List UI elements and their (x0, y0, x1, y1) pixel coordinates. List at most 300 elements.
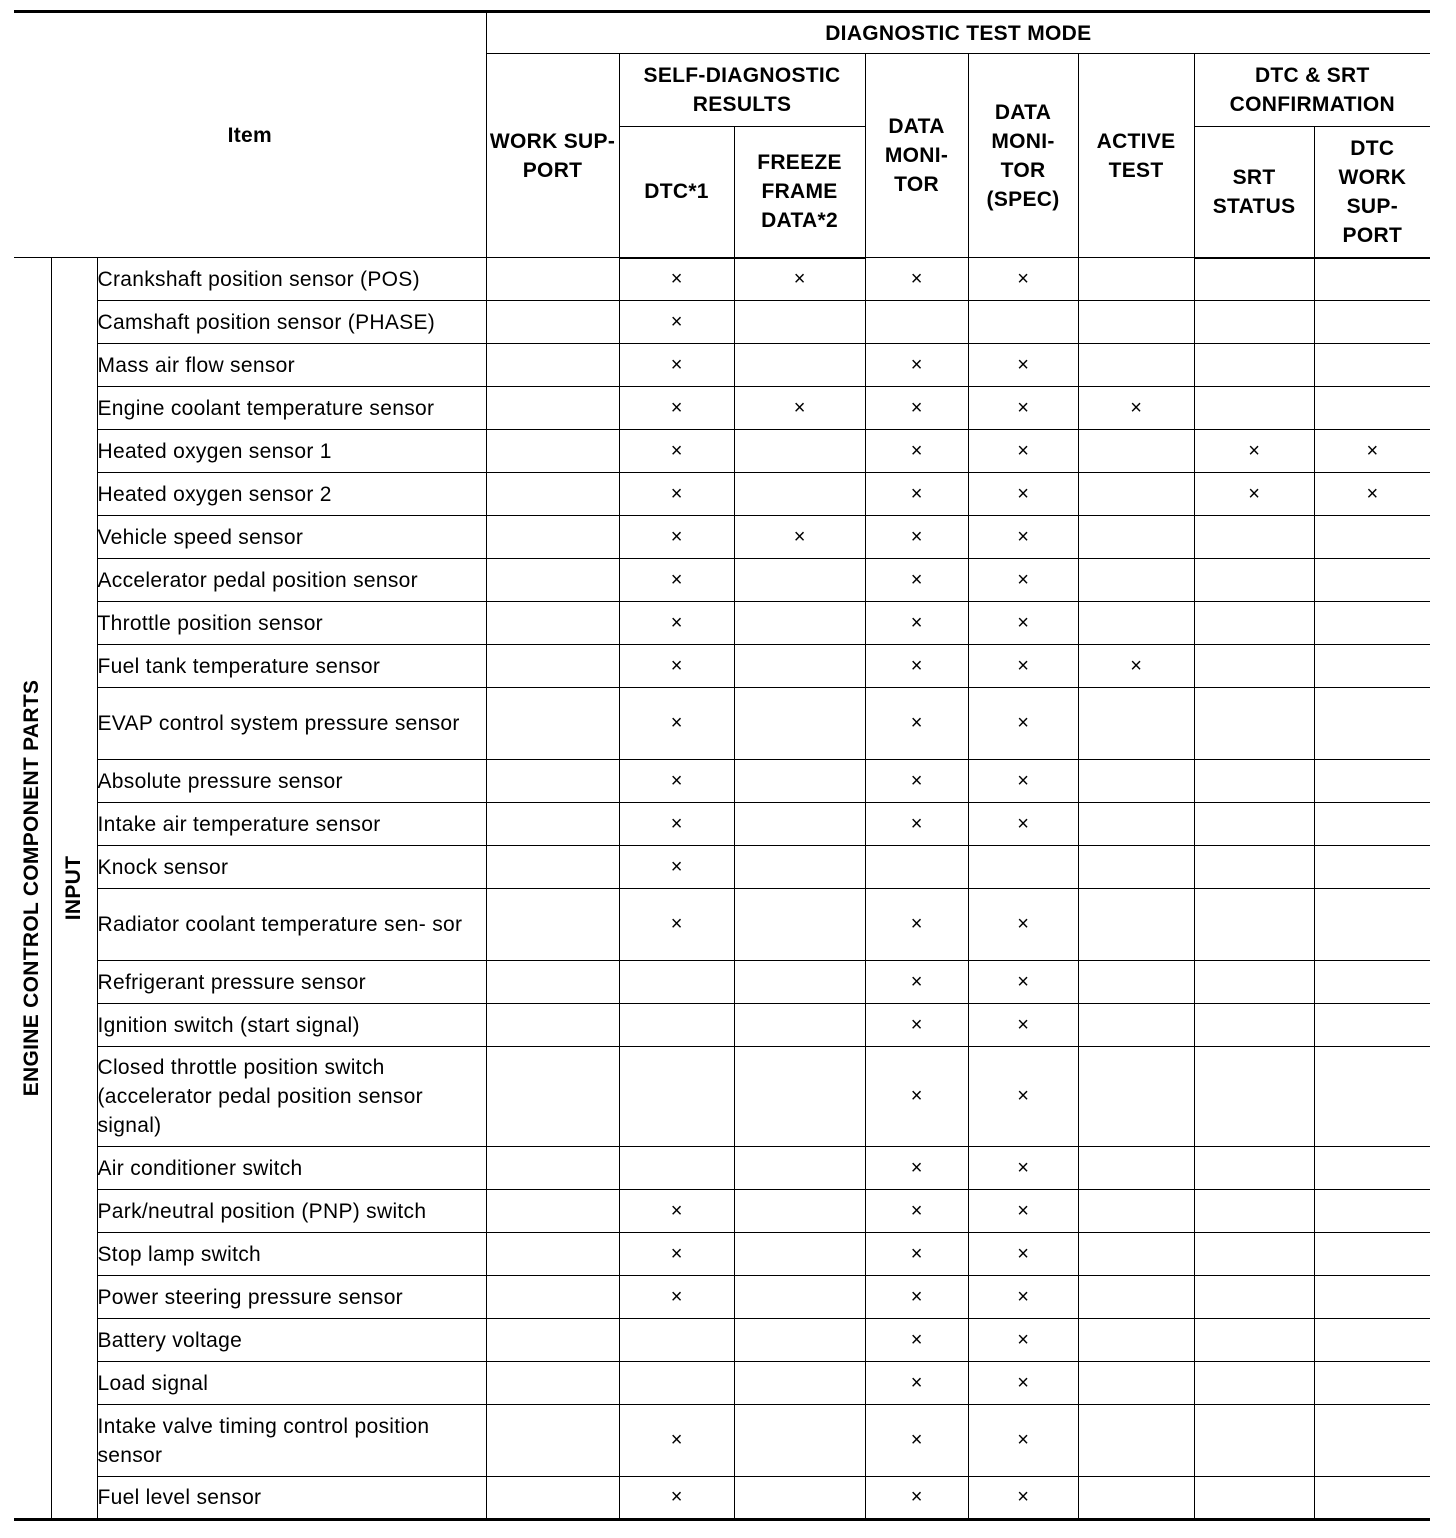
mark-cell-dtc (619, 961, 734, 1004)
mark-cell-data-monitor-spec (968, 430, 1078, 473)
mark-cell-data-monitor-spec (968, 344, 1078, 387)
mark-cell-srt-status (1194, 559, 1314, 602)
mark-cell-freeze-frame-data (734, 559, 865, 602)
mark-cell-srt-status (1194, 1276, 1314, 1319)
mark-cell-data-monitor (865, 1004, 968, 1047)
mark-cell-dtc-work-support (1314, 1276, 1430, 1319)
check-mark: × (1017, 353, 1029, 376)
mark-cell-work-support (486, 1319, 619, 1362)
mark-cell-data-monitor-spec (968, 559, 1078, 602)
mark-cell-active-test (1078, 1477, 1194, 1520)
mark-cell-data-monitor (865, 1147, 968, 1190)
mark-cell-data-monitor (865, 559, 968, 602)
mark-cell-dtc-work-support (1314, 1405, 1430, 1477)
check-mark: × (1017, 812, 1029, 835)
mark-cell-dtc (619, 301, 734, 344)
check-mark: × (670, 1429, 683, 1451)
mark-cell-active-test (1078, 344, 1194, 387)
mark-cell-active-test (1078, 889, 1194, 961)
check-mark: × (1130, 654, 1142, 677)
check-mark: × (1366, 439, 1379, 462)
mark-cell-data-monitor (865, 1276, 968, 1319)
mark-cell-srt-status (1194, 688, 1314, 760)
mark-cell-dtc (619, 1190, 734, 1233)
check-mark: × (793, 525, 806, 548)
mark-cell-srt-status (1194, 803, 1314, 846)
check-mark: × (910, 1085, 923, 1107)
check-mark: × (670, 769, 683, 792)
srt-status-header: SRT STATUS (1194, 127, 1314, 258)
mark-cell-work-support (486, 961, 619, 1004)
check-mark: × (1248, 482, 1260, 505)
check-mark: × (1017, 1328, 1029, 1351)
table-row (14, 258, 1430, 301)
item-name: Absolute pressure sensor (97, 760, 486, 803)
mark-cell-data-monitor-spec (968, 760, 1078, 803)
check-mark: × (670, 1486, 683, 1508)
mark-cell-data-monitor (865, 961, 968, 1004)
mark-cell-dtc (619, 1319, 734, 1362)
item-name: Fuel level sensor (97, 1477, 486, 1520)
check-mark: × (910, 1285, 923, 1308)
mark-cell-freeze-frame-data (734, 1405, 865, 1477)
check-mark: × (1017, 611, 1029, 634)
mark-cell-data-monitor-spec (968, 1004, 1078, 1047)
active-test-header: ACTIVE TEST (1078, 54, 1194, 258)
item-name: Camshaft position sensor (PHASE) (97, 301, 486, 344)
mark-cell-dtc-work-support (1314, 1477, 1430, 1520)
table-row (14, 645, 1430, 688)
mark-cell-srt-status (1194, 1405, 1314, 1477)
mark-cell-freeze-frame-data (734, 1047, 865, 1147)
mark-cell-data-monitor-spec (968, 803, 1078, 846)
mark-cell-srt-status (1194, 1477, 1314, 1520)
mark-cell-srt-status (1194, 846, 1314, 889)
mark-cell-work-support (486, 803, 619, 846)
table-row (14, 1233, 1430, 1276)
mark-cell-data-monitor-spec (968, 1362, 1078, 1405)
mark-cell-srt-status (1194, 1233, 1314, 1276)
item-name: Power steering pressure sensor (97, 1276, 486, 1319)
mark-cell-dtc-work-support (1314, 473, 1430, 516)
mark-cell-freeze-frame-data (734, 258, 865, 301)
check-mark: × (1017, 439, 1029, 462)
item-name: Throttle position sensor (97, 602, 486, 645)
mark-cell-active-test (1078, 559, 1194, 602)
mark-cell-active-test (1078, 602, 1194, 645)
check-mark: × (670, 1242, 683, 1265)
mark-cell-dtc-work-support (1314, 803, 1430, 846)
mark-cell-data-monitor (865, 846, 968, 889)
mark-cell-dtc (619, 430, 734, 473)
self-diagnostic-results-header: SELF-DIAGNOSTIC RESULTS (619, 54, 865, 127)
mark-cell-data-monitor (865, 1362, 968, 1405)
check-mark: × (910, 1199, 923, 1222)
table-row (14, 1147, 1430, 1190)
dtc-work-support-header: DTC WORK SUP- PORT (1314, 127, 1430, 258)
mark-cell-dtc (619, 1405, 734, 1477)
mark-cell-work-support (486, 1276, 619, 1319)
item-name: Knock sensor (97, 846, 486, 889)
mark-cell-dtc-work-support (1314, 961, 1430, 1004)
mark-cell-data-monitor-spec (968, 645, 1078, 688)
mark-cell-freeze-frame-data (734, 1276, 865, 1319)
mark-cell-work-support (486, 1405, 619, 1477)
check-mark: × (670, 525, 683, 548)
item-name: Radiator coolant temperature sen- sor (97, 889, 486, 961)
table-row (14, 516, 1430, 559)
check-mark: × (910, 1371, 923, 1394)
mark-cell-active-test (1078, 961, 1194, 1004)
mark-cell-dtc-work-support (1314, 1190, 1430, 1233)
check-mark: × (910, 769, 923, 792)
work-support-header: WORK SUP- PORT (486, 54, 619, 258)
item-name: Stop lamp switch (97, 1233, 486, 1276)
mark-cell-active-test (1078, 1233, 1194, 1276)
row-subgroup-cell (51, 258, 97, 1520)
mark-cell-freeze-frame-data (734, 846, 865, 889)
mark-cell-freeze-frame-data (734, 602, 865, 645)
check-mark: × (1017, 1242, 1029, 1265)
mark-cell-freeze-frame-data (734, 1004, 865, 1047)
check-mark: × (1017, 1156, 1029, 1179)
mark-cell-active-test (1078, 258, 1194, 301)
mark-cell-active-test (1078, 1276, 1194, 1319)
mark-cell-dtc-work-support (1314, 258, 1430, 301)
table-row (14, 803, 1430, 846)
mark-cell-srt-status (1194, 430, 1314, 473)
item-name: EVAP control system pressure sensor (97, 688, 486, 760)
mark-cell-active-test (1078, 473, 1194, 516)
mark-cell-dtc-work-support (1314, 1147, 1430, 1190)
mark-cell-dtc (619, 1477, 734, 1520)
check-mark: × (1017, 267, 1029, 290)
mark-cell-srt-status (1194, 301, 1314, 344)
mark-cell-data-monitor-spec (968, 1276, 1078, 1319)
mark-cell-data-monitor-spec (968, 516, 1078, 559)
mark-cell-srt-status (1194, 961, 1314, 1004)
mark-cell-work-support (486, 559, 619, 602)
table-row (14, 1276, 1430, 1319)
item-name: Accelerator pedal position sensor (97, 559, 486, 602)
mark-cell-work-support (486, 1047, 619, 1147)
mark-cell-dtc (619, 1047, 734, 1147)
mark-cell-active-test (1078, 1405, 1194, 1477)
check-mark: × (1017, 1085, 1029, 1107)
table-row (14, 387, 1430, 430)
mark-cell-dtc-work-support (1314, 846, 1430, 889)
item-name: Battery voltage (97, 1319, 486, 1362)
mark-cell-dtc (619, 1276, 734, 1319)
mark-cell-data-monitor (865, 516, 968, 559)
mark-cell-srt-status (1194, 258, 1314, 301)
check-mark: × (1017, 482, 1029, 505)
check-mark: × (670, 568, 683, 591)
mark-cell-active-test (1078, 1047, 1194, 1147)
mark-cell-active-test (1078, 846, 1194, 889)
mark-cell-data-monitor (865, 473, 968, 516)
mark-cell-freeze-frame-data (734, 344, 865, 387)
mark-cell-srt-status (1194, 645, 1314, 688)
mark-cell-dtc-work-support (1314, 1319, 1430, 1362)
mark-cell-freeze-frame-data (734, 1147, 865, 1190)
mark-cell-freeze-frame-data (734, 688, 865, 760)
data-monitor-spec-header: DATA MONI- TOR (SPEC) (968, 54, 1078, 258)
mark-cell-data-monitor-spec (968, 688, 1078, 760)
mark-cell-srt-status (1194, 516, 1314, 559)
table-row (14, 473, 1430, 516)
table-header (14, 12, 1430, 258)
mark-cell-dtc-work-support (1314, 301, 1430, 344)
mark-cell-data-monitor-spec (968, 1190, 1078, 1233)
table-row (14, 602, 1430, 645)
mark-cell-work-support (486, 602, 619, 645)
table-row (14, 430, 1430, 473)
mark-cell-dtc (619, 258, 734, 301)
table-row (14, 1362, 1430, 1405)
mark-cell-freeze-frame-data (734, 516, 865, 559)
check-mark: × (793, 396, 806, 419)
table-row (14, 1190, 1430, 1233)
check-mark: × (910, 482, 923, 505)
mark-cell-work-support (486, 645, 619, 688)
check-mark: × (910, 1486, 923, 1508)
mark-cell-work-support (486, 1362, 619, 1405)
check-mark: × (910, 712, 923, 734)
check-mark: × (910, 1013, 923, 1036)
mark-cell-srt-status (1194, 1147, 1314, 1190)
mark-cell-srt-status (1194, 1004, 1314, 1047)
mark-cell-active-test (1078, 803, 1194, 846)
mark-cell-active-test (1078, 1004, 1194, 1047)
mark-cell-work-support (486, 1477, 619, 1520)
item-name: Refrigerant pressure sensor (97, 961, 486, 1004)
item-name: Engine coolant temperature sensor (97, 387, 486, 430)
mark-cell-dtc (619, 846, 734, 889)
item-name: Air conditioner switch (97, 1147, 486, 1190)
check-mark: × (910, 970, 923, 993)
table-row (14, 1047, 1430, 1147)
mark-cell-srt-status (1194, 889, 1314, 961)
check-mark: × (1017, 1199, 1029, 1222)
mark-cell-data-monitor (865, 1319, 968, 1362)
mark-cell-freeze-frame-data (734, 1477, 865, 1520)
mark-cell-data-monitor (865, 760, 968, 803)
mark-cell-data-monitor-spec (968, 1233, 1078, 1276)
check-mark: × (793, 267, 806, 290)
check-mark: × (1017, 1371, 1029, 1394)
mark-cell-dtc-work-support (1314, 602, 1430, 645)
mark-cell-dtc-work-support (1314, 1362, 1430, 1405)
mark-cell-dtc (619, 645, 734, 688)
mark-cell-dtc-work-support (1314, 387, 1430, 430)
mark-cell-active-test (1078, 645, 1194, 688)
check-mark: × (670, 267, 683, 290)
mark-cell-work-support (486, 516, 619, 559)
mark-cell-dtc (619, 1004, 734, 1047)
table-row (14, 846, 1430, 889)
check-mark: × (910, 913, 923, 935)
check-mark: × (670, 654, 683, 677)
diagnostic-test-mode-header: DIAGNOSTIC TEST MODE (486, 12, 1430, 54)
mark-cell-dtc (619, 1147, 734, 1190)
mark-cell-dtc (619, 473, 734, 516)
mark-cell-active-test (1078, 516, 1194, 559)
check-mark: × (910, 396, 923, 419)
item-name: Crankshaft position sensor (POS) (97, 258, 486, 301)
mark-cell-dtc-work-support (1314, 1047, 1430, 1147)
check-mark: × (670, 482, 683, 505)
check-mark: × (1017, 654, 1029, 677)
table-row (14, 344, 1430, 387)
check-mark: × (910, 267, 923, 290)
check-mark: × (1017, 525, 1029, 548)
table-row (14, 1405, 1430, 1477)
mark-cell-work-support (486, 301, 619, 344)
mark-cell-data-monitor (865, 645, 968, 688)
table-row (14, 1477, 1430, 1520)
check-mark: × (670, 712, 683, 734)
mark-cell-dtc (619, 387, 734, 430)
mark-cell-active-test (1078, 1147, 1194, 1190)
mark-cell-active-test (1078, 301, 1194, 344)
mark-cell-data-monitor (865, 803, 968, 846)
check-mark: × (1017, 970, 1029, 993)
mark-cell-data-monitor (865, 688, 968, 760)
mark-cell-work-support (486, 1190, 619, 1233)
mark-cell-freeze-frame-data (734, 760, 865, 803)
check-mark: × (1017, 1285, 1029, 1308)
check-mark: × (1017, 1486, 1029, 1508)
mark-cell-srt-status (1194, 387, 1314, 430)
table-row (14, 301, 1430, 344)
mark-cell-data-monitor (865, 1405, 968, 1477)
mark-cell-dtc-work-support (1314, 516, 1430, 559)
mark-cell-work-support (486, 473, 619, 516)
mark-cell-srt-status (1194, 1047, 1314, 1147)
table-row (14, 1004, 1430, 1047)
mark-cell-work-support (486, 430, 619, 473)
check-mark: × (910, 611, 923, 634)
mark-cell-freeze-frame-data (734, 1362, 865, 1405)
mark-cell-data-monitor (865, 301, 968, 344)
item-name: Load signal (97, 1362, 486, 1405)
check-mark: × (1017, 769, 1029, 792)
mark-cell-work-support (486, 889, 619, 961)
mark-cell-dtc-work-support (1314, 889, 1430, 961)
item-name: Fuel tank temperature sensor (97, 645, 486, 688)
mark-cell-freeze-frame-data (734, 645, 865, 688)
table-row (14, 760, 1430, 803)
mark-cell-active-test (1078, 760, 1194, 803)
table-body (14, 258, 1430, 1520)
mark-cell-data-monitor (865, 344, 968, 387)
row-group-label: ENGINE CONTROL COMPONENT PARTS (20, 679, 44, 1097)
table-row (14, 688, 1430, 760)
item-name: Intake air temperature sensor (97, 803, 486, 846)
mark-cell-data-monitor-spec (968, 1147, 1078, 1190)
mark-cell-work-support (486, 688, 619, 760)
mark-cell-active-test (1078, 430, 1194, 473)
mark-cell-active-test (1078, 1190, 1194, 1233)
check-mark: × (910, 812, 923, 835)
diagnostic-test-mode-table (14, 10, 1430, 1521)
mark-cell-work-support (486, 344, 619, 387)
data-monitor-header: DATA MONI- TOR (865, 54, 968, 258)
check-mark: × (1017, 712, 1029, 734)
mark-cell-srt-status (1194, 1319, 1314, 1362)
mark-cell-data-monitor-spec (968, 1405, 1078, 1477)
mark-cell-data-monitor-spec (968, 889, 1078, 961)
mark-cell-dtc-work-support (1314, 645, 1430, 688)
mark-cell-data-monitor (865, 430, 968, 473)
check-mark: × (1248, 439, 1260, 462)
mark-cell-freeze-frame-data (734, 473, 865, 516)
mark-cell-dtc-work-support (1314, 688, 1430, 760)
check-mark: × (670, 439, 683, 462)
mark-cell-dtc (619, 803, 734, 846)
check-mark: × (670, 396, 683, 419)
mark-cell-freeze-frame-data (734, 1190, 865, 1233)
freeze-frame-data-header: FREEZE FRAME DATA*2 (734, 127, 865, 258)
mark-cell-freeze-frame-data (734, 889, 865, 961)
mark-cell-dtc (619, 760, 734, 803)
mark-cell-freeze-frame-data (734, 301, 865, 344)
mark-cell-work-support (486, 1233, 619, 1276)
dtc-srt-confirmation-header: DTC & SRT CONFIRMATION (1194, 54, 1430, 127)
check-mark: × (910, 1328, 923, 1351)
mark-cell-data-monitor (865, 1233, 968, 1276)
mark-cell-srt-status (1194, 760, 1314, 803)
mark-cell-data-monitor-spec (968, 846, 1078, 889)
mark-cell-work-support (486, 387, 619, 430)
mark-cell-freeze-frame-data (734, 1233, 865, 1276)
mark-cell-dtc (619, 688, 734, 760)
mark-cell-dtc (619, 889, 734, 961)
check-mark: × (910, 1242, 923, 1265)
mark-cell-work-support (486, 846, 619, 889)
item-name: Heated oxygen sensor 1 (97, 430, 486, 473)
mark-cell-dtc (619, 1233, 734, 1276)
item-name: Vehicle speed sensor (97, 516, 486, 559)
check-mark: × (1017, 568, 1029, 591)
mark-cell-dtc (619, 344, 734, 387)
mark-cell-data-monitor (865, 258, 968, 301)
mark-cell-dtc-work-support (1314, 430, 1430, 473)
check-mark: × (670, 1199, 683, 1222)
mark-cell-active-test (1078, 1362, 1194, 1405)
mark-cell-work-support (486, 1147, 619, 1190)
item-name: Park/neutral position (PNP) switch (97, 1190, 486, 1233)
check-mark: × (910, 1156, 923, 1179)
row-subgroup-label: INPUT (62, 855, 85, 921)
mark-cell-dtc (619, 602, 734, 645)
mark-cell-srt-status (1194, 602, 1314, 645)
check-mark: × (1017, 1429, 1029, 1451)
check-mark: × (910, 1429, 923, 1451)
mark-cell-dtc-work-support (1314, 1004, 1430, 1047)
check-mark: × (910, 353, 923, 376)
mark-cell-dtc (619, 516, 734, 559)
table-row (14, 1319, 1430, 1362)
dtc-header: DTC*1 (619, 127, 734, 258)
check-mark: × (910, 654, 923, 677)
mark-cell-srt-status (1194, 473, 1314, 516)
mark-cell-data-monitor (865, 1047, 968, 1147)
mark-cell-data-monitor (865, 1190, 968, 1233)
mark-cell-active-test (1078, 688, 1194, 760)
mark-cell-dtc-work-support (1314, 344, 1430, 387)
